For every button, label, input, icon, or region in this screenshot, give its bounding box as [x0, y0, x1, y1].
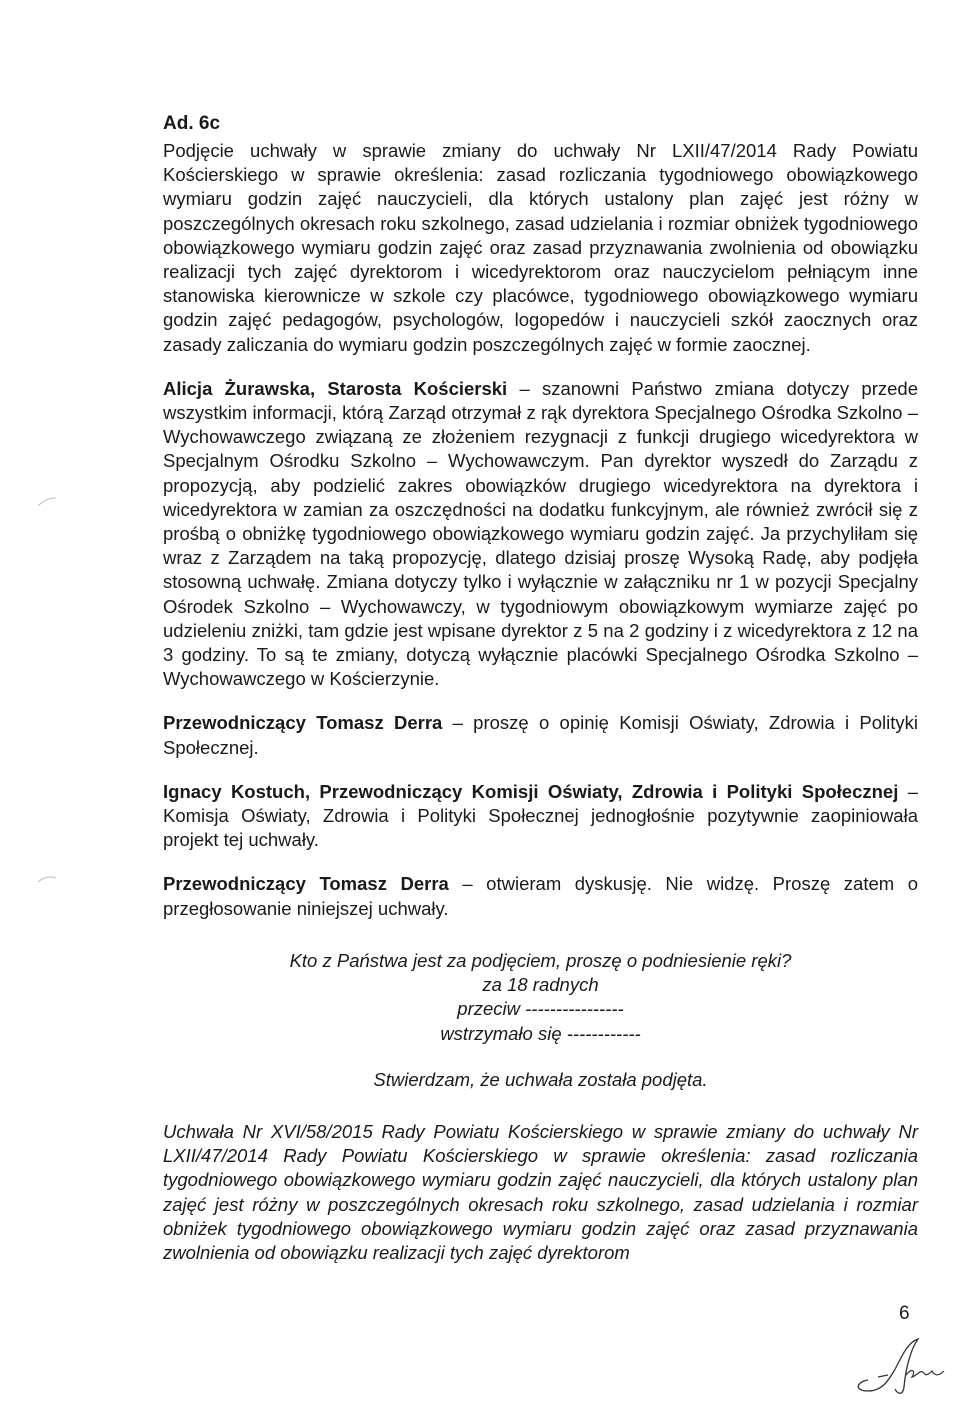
- intro-paragraph: Podjęcie uchwały w sprawie zmiany do uchwały Nr LXII/47/2014 Rady Powiatu Kościerskiego w sprawie określenia: zasad rozliczania tygodniowego obowiązkowego wymiaru godzin zajęć nauczycieli, dla których ustalony plan zajęć jest różny w poszczególnych okresach roku szkolnego, zasad udzielania i rozmiar obniżek tygodniowego obowiązkowego wymiaru godzin zajęć oraz zasad przyznawania zwolnienia od obowiązku realizacji tych zajęć dyrektorom i wicedyrektorom oraz nauczycielom pełniącym inne stanowiska kierownicze w szkole czy placówce, tygodniowego obowiązkowego wymiaru godzin zajęć pedagogów, psychologów, logopedów i nauczycieli szkół zaocznych oraz zasady zaliczania do wymiaru godzin poszczególnych zajęć w formie zaocznej.: [163, 140, 918, 355]
- statement-derra-1: [163, 711, 918, 759]
- resolution-title: Uchwała Nr XVI/58/2015 Rady Powiatu Kościerskiego w sprawie zmiany do uchwały Nr LXII/47/2014 Rady Powiatu Kościerskiego w sprawie określenia: zasad rozliczania tygodniowego obowiązkowego wymiaru godzin zajęć nauczycieli, dla których ustalony plan zajęć jest różny w poszczególnych okresach roku szkolnego, zasad udzielania i rozmiar obniżek tygodniowego obowiązkowego wymiaru godzin zajęć oraz zasad przyznawania zwolnienia od obowiązku realizacji tych zajęć dyrektorom: [163, 1120, 918, 1263]
- vote-block: [163, 949, 918, 1092]
- vote-abstained: wstrzymało się ------------: [440, 1022, 641, 1044]
- speaker-name: Alicja Żurawska, Starosta Kościerski: [163, 377, 508, 399]
- document-body: [163, 112, 918, 1265]
- statement-derra-2: [163, 872, 918, 920]
- section-heading: Ad. 6c: [163, 113, 221, 134]
- scan-mark: [36, 496, 58, 508]
- vote-for: za 18 radnych: [482, 974, 599, 996]
- statement-text: – Komisja Oświaty, Zdrowia i Polityki Społecznej jednogłośnie pozytywnie zaopiniowała projekt tej uchwały.: [163, 780, 918, 851]
- vote-result: Stwierdzam, że uchwała została podjęta.: [373, 1068, 708, 1090]
- scan-mark: [36, 874, 58, 886]
- statement-kostuch: [163, 780, 918, 853]
- statement-text: – proszę o opinię Komisji Oświaty, Zdrowia i Polityki Społecznej.: [163, 712, 919, 758]
- vote-against: przeciw ----------------: [457, 998, 624, 1020]
- speaker-name: Przewodniczący Tomasz Derra: [163, 712, 443, 734]
- vote-question: Kto z Państwa jest za podjęciem, proszę o podniesienie ręki?: [289, 949, 792, 971]
- speaker-name: Ignacy Kostuch, Przewodniczący Komisji Oświaty, Zdrowia i Polityki Społecznej: [163, 780, 899, 802]
- signature-mark: [848, 1335, 958, 1397]
- statement-zurawska: [163, 377, 918, 692]
- page-number: 6: [899, 1303, 910, 1324]
- statement-text: – otwieram dyskusję. Nie widzę. Proszę zatem o przegłosowanie niniejszej uchwały.: [163, 873, 918, 919]
- speaker-name: Przewodniczący Tomasz Derra: [163, 873, 449, 895]
- statement-text: – szanowni Państwo zmiana dotyczy przede wszystkim informacji, którą Zarząd otrzymał z rąk dyrektora Specjalnego Ośrodka Szkolno – Wychowawczego związaną ze złożeniem rezygnacji z funkcji drugiego wicedyrektora w Specjalnym Ośrodku Szkolno – Wychowawczym. Pan dyrektor wyszedł do Zarządu z propozycją, aby podzielić zakres obowiązków drugiego wicedyrektora na dyrektora i wicedyrektora w zamian za oszczędności na dodatku funkcyjnym, ale również zwrócił się z prośbą o obniżkę tygodniowego obowiązkowego wymiaru godzin zajęć. Ja przychyliłam się wraz z Zarządem na taką propozycję, dlatego dzisiaj proszę Wysoką Radę, aby podjęła stosowną uchwałę. Zmiana dotyczy tylko i wyłącznie w załączniku nr 1 w pozycji Specjalny Ośrodek Szkolno – Wychowawczy, w tygodniowym obowiązkowym wymiarze zajęć po udzieleniu zniżki, tam gdzie jest wpisane dyrektor z 5 na 2 godziny i z wicedyrektora z 12 na 3 godziny. To są te zmiany, dotyczą wyłącznie placówki Specjalnego Ośrodka Szkolno – Wychowawczego w Kościerzynie.: [163, 377, 918, 690]
